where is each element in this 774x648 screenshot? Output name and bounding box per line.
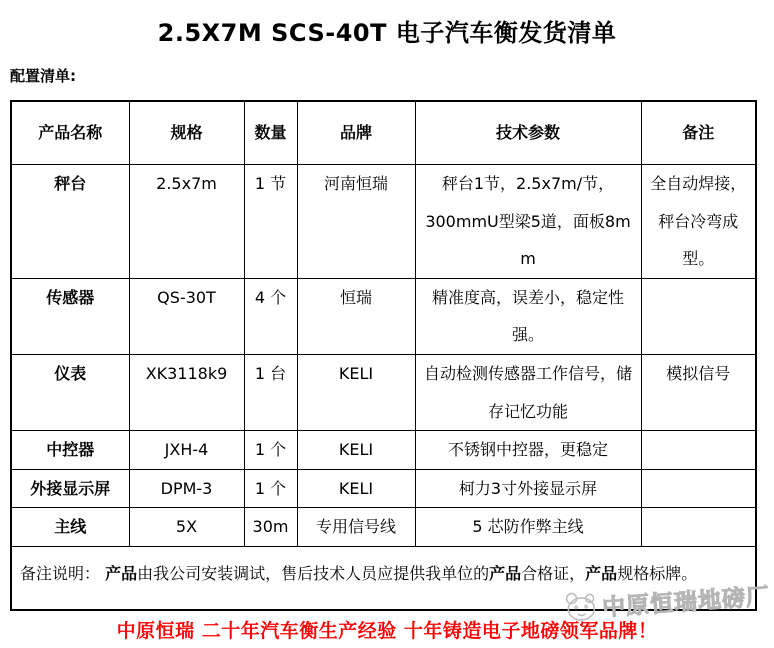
- cell-product-name: 中控器: [11, 431, 129, 470]
- cell-product-name: 仪表: [11, 354, 129, 430]
- col-header-qty: 数量: [244, 101, 297, 165]
- cell-brand: KELI: [297, 469, 415, 508]
- col-header-spec: 规格: [129, 101, 244, 165]
- note-text: 合格证，: [521, 563, 586, 583]
- cell-spec: 2.5x7m: [129, 165, 244, 279]
- cell-remark: [641, 278, 756, 354]
- cell-tech-params: 精准度高，误差小，稳定性强。: [415, 278, 641, 354]
- cell-qty: 30m: [244, 508, 297, 547]
- note-text: 规格标牌。: [617, 563, 698, 583]
- cell-qty: 4 个: [244, 278, 297, 354]
- cell-tech-params: 柯力3寸外接显示屏: [415, 469, 641, 508]
- cell-qty: 1 个: [244, 469, 297, 508]
- cell-qty: 1 台: [244, 354, 297, 430]
- cell-remark: [641, 431, 756, 470]
- tech-line-2: 300mmU型梁5道，面板8mm: [425, 211, 631, 269]
- note-text: 由我公司安装调试，售后技术人员应提供我单位的: [137, 563, 490, 583]
- table-row-main-cable: [11, 508, 756, 547]
- cell-brand: KELI: [297, 354, 415, 430]
- table-row-load-cell: [11, 278, 756, 354]
- cell-tech-params: [415, 165, 641, 279]
- table-row-external-display: [11, 469, 756, 508]
- cell-tech-params: 不锈钢中控器，更稳定: [415, 431, 641, 470]
- cell-product-name: 外接显示屏: [11, 469, 129, 508]
- cell-spec: 5X: [129, 508, 244, 547]
- cell-brand: 恒瑞: [297, 278, 415, 354]
- cell-qty: 1 个: [244, 431, 297, 470]
- slogan-text: 中原恒瑞 二十年汽车衡生产经验 十年铸造电子地磅领军品牌！: [116, 620, 658, 642]
- cell-product-name: 秤台: [11, 165, 129, 279]
- page-title: 2.5X7M SCS-40T 电子汽车衡发货清单: [157, 19, 617, 47]
- watermark-company-name: 中原恒瑞地磅厂: [601, 583, 771, 621]
- note-bold-product: 产品: [105, 563, 138, 583]
- cell-brand: KELI: [297, 431, 415, 470]
- cell-brand: 专用信号线: [297, 508, 415, 547]
- tech-line-1: 秤台1节，2.5x7m/节，: [441, 174, 615, 193]
- cell-remark: [641, 508, 756, 547]
- cell-tech-params: 自动检测传感器工作信号，储存记忆功能: [415, 354, 641, 430]
- config-list-label: 配置清单:: [10, 67, 76, 85]
- cell-remark: 模拟信号: [641, 354, 756, 430]
- note-label: 备注说明：: [20, 563, 101, 583]
- table-header-row: [11, 101, 756, 165]
- col-header-brand: 品牌: [297, 101, 415, 165]
- table-row-junction-box: [11, 431, 756, 470]
- note-bold-product: 产品: [489, 563, 522, 583]
- cell-spec: JXH-4: [129, 431, 244, 470]
- cell-qty: 1 节: [244, 165, 297, 279]
- cell-spec: QS-30T: [129, 278, 244, 354]
- table-row-indicator: [11, 354, 756, 430]
- col-header-product-name: 产品名称: [11, 101, 129, 165]
- cell-tech-params: 5 芯防作弊主线: [415, 508, 641, 547]
- col-header-remark: 备注: [641, 101, 756, 165]
- note-bold-product: 产品: [585, 563, 618, 583]
- cell-spec: DPM-3: [129, 469, 244, 508]
- shipping-list-table: [10, 100, 757, 611]
- col-header-tech-params: 技术参数: [415, 101, 641, 165]
- table-row-scale-platform: [11, 165, 756, 279]
- cell-spec: XK3118k9: [129, 354, 244, 430]
- cell-remark: [641, 469, 756, 508]
- cell-product-name: 传感器: [11, 278, 129, 354]
- cell-product-name: 主线: [11, 508, 129, 547]
- cell-brand: 河南恒瑞: [297, 165, 415, 279]
- cell-remark: 全自动焊接，秤台冷弯成型。: [641, 165, 756, 279]
